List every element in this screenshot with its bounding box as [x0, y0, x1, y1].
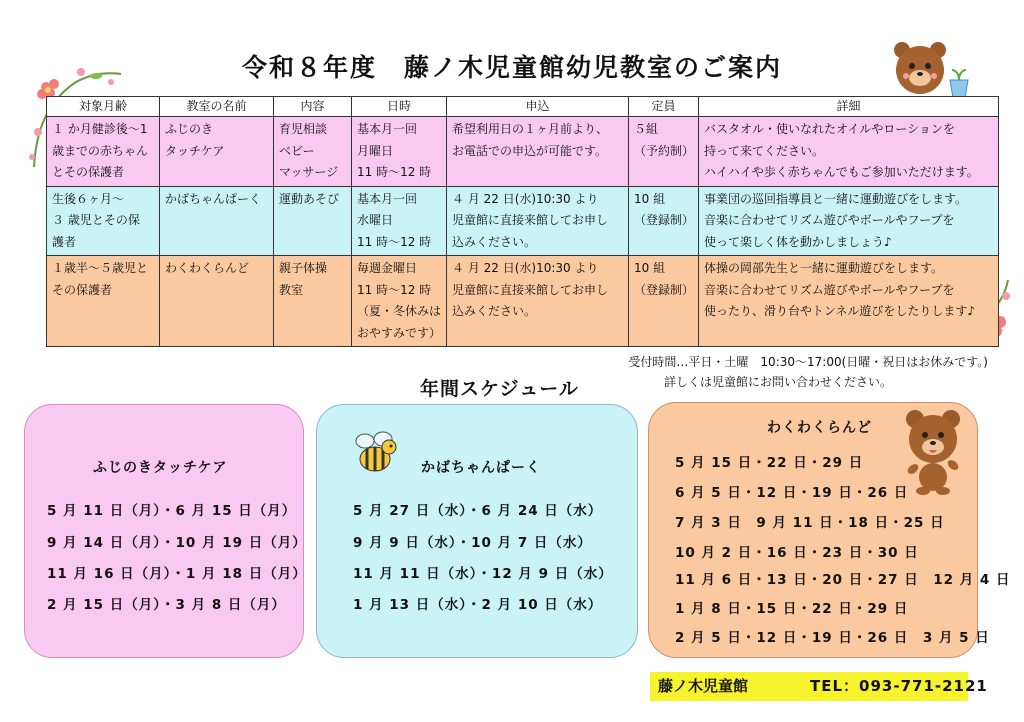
cell-line: 水曜日 [357, 213, 394, 227]
cell-line: 護者 [52, 234, 77, 249]
cell-line: （登録制） [634, 282, 695, 297]
cell-line: （登録制） [634, 213, 695, 227]
cell-line: 使って楽しく体を動かしましょう♪ [704, 234, 892, 249]
datetime-cell [352, 186, 447, 256]
cell-line: とその保護者 [52, 165, 125, 179]
cell-line: 事業団の巡回指導員と一緒に運動遊びをします。 [704, 191, 968, 206]
capacity-cell [629, 186, 699, 256]
detail-cell [699, 117, 999, 187]
bee-icon [349, 427, 401, 477]
schedule-date-line: 9 月 14 日（月）・10 月 19 日（月） [47, 535, 307, 551]
cell-line: 毎週金曜日 [357, 261, 418, 275]
schedule-date-line: 10 月 2 日・16 日・23 日・30 日 [675, 545, 919, 561]
page-title: 令和８年度 藤ノ木児童館幼児教室のご案内 [241, 53, 782, 82]
detail-cell [699, 186, 999, 256]
table-row [47, 186, 999, 256]
schedule-date-line: 2 月 15 日（月）・3 月 8 日（月） [47, 597, 286, 613]
column-header: 詳細 [699, 97, 999, 117]
cell-line: わくわくらんど [165, 261, 250, 275]
contact-footer [650, 672, 988, 701]
cell-line: ４ 月 22 日(水)10:30 より [452, 261, 599, 275]
cell-line: 親子体操 [279, 261, 328, 275]
capacity-cell [629, 256, 699, 347]
schedule-date-line: 5 月 11 日（月）・6 月 15 日（月） [47, 503, 297, 519]
datetime-cell [352, 117, 447, 187]
cell-line: 希望利用日の１ヶ月前より、 [452, 122, 609, 136]
reception-hours: 受付時間…平日・土曜 10:30〜17:00(日曜・祝日はお休みです。) [628, 355, 988, 369]
class-name-cell [160, 186, 274, 256]
schedule-date-line: 7 月 3 日 9 月 11 日・18 日・25 日 [675, 515, 945, 531]
schedule-date-line: 11 月 11 日（水）・12 月 9 日（水） [353, 566, 613, 582]
column-header: 内容 [274, 97, 352, 117]
phone-number: TEL：093-771-2121 [810, 677, 988, 695]
cell-line: （夏・冬休みは [357, 304, 442, 318]
schedule-date-line: 1 月 8 日・15 日・22 日・29 日 [675, 601, 909, 617]
schedule-date-line: 1 月 13 日（水）・2 月 10 日（水） [353, 597, 603, 613]
cell-line: 体操の岡部先生と一緒に運動遊びをします。 [704, 261, 944, 275]
schedule-date-line: 11 月 16 日（月）・1 月 18 日（月） [47, 566, 307, 582]
content-cell [274, 117, 352, 187]
cell-line: （予約制） [634, 143, 695, 158]
cell-line: 教室 [279, 282, 304, 297]
cell-line: 音楽に合わせてリズム遊びやボールやフープを [704, 282, 955, 297]
cell-line: 11 時〜12 時 [357, 165, 432, 179]
cell-line: 音楽に合わせてリズム遊びやボールやフープを [704, 213, 955, 227]
apply-cell [447, 117, 629, 187]
facility-name: 藤ノ木児童館 [658, 677, 749, 695]
cell-line: ３ 歳児とその保 [52, 213, 140, 227]
cell-line: １歳半〜５歳児と [52, 261, 149, 275]
cell-line: 月曜日 [357, 143, 394, 158]
age-cell [47, 186, 160, 256]
schedule-date-line: 9 月 9 日（水）・10 月 7 日（水） [353, 535, 592, 551]
cell-line: お電話での申込が可能です。 [452, 143, 608, 158]
schedule-box-fujinoki [24, 404, 307, 658]
cell-line: おやすみです） [357, 325, 442, 340]
table-header-row [47, 97, 999, 117]
schedule-date-line: 2 月 5 日・12 日・19 日・26 日 3 月 5 日 [675, 630, 990, 646]
column-header: 申込 [447, 97, 629, 117]
column-header: 日時 [352, 97, 447, 117]
cell-line: 児童館に直接来館してお申し [452, 282, 609, 297]
cell-line: 10 組 [634, 191, 666, 206]
schedule-date-line: 6 月 5 日・12 日・19 日・26 日 [675, 485, 909, 501]
cell-line: その保護者 [52, 282, 113, 297]
schedule-date-line: 5 月 15 日・22 日・29 日 [675, 455, 864, 471]
cell-line: ふじのき [165, 122, 214, 136]
cell-line: 使ったり、滑り台やトンネル遊びをしたりします♪ [704, 304, 976, 318]
apply-cell [447, 256, 629, 347]
program-table [46, 96, 999, 347]
schedule-title: 年間スケジュール [420, 378, 579, 400]
schedule-box-wakuwaku [648, 402, 1011, 658]
cell-line: 10 組 [634, 261, 666, 275]
capacity-cell [629, 117, 699, 187]
cell-line: 基本月一回 [357, 122, 418, 136]
content-cell [274, 186, 352, 256]
cell-line: かばちゃんぱーく [165, 191, 262, 206]
waving-bear-icon [901, 407, 967, 495]
apply-cell [447, 186, 629, 256]
reception-note: 詳しくは児童館にお問い合わせください。 [663, 375, 892, 389]
cell-line: １ か月健診後〜1 [52, 122, 148, 136]
content-cell [274, 256, 352, 347]
cell-line: 基本月一回 [357, 191, 418, 206]
cell-line: 児童館に直接来館してお申し [452, 213, 609, 227]
age-cell [47, 256, 160, 347]
column-header: 教室の名前 [160, 97, 274, 117]
schedule-box-title: わくわくらんど [767, 420, 872, 436]
cell-line: 持って来てください。 [704, 143, 825, 158]
datetime-cell [352, 256, 447, 347]
table-row [47, 256, 999, 347]
class-name-cell [160, 117, 274, 187]
column-header: 定員 [629, 97, 699, 117]
bear-with-pot-icon [888, 40, 978, 104]
cell-line: 運動あそび [279, 191, 340, 206]
cell-line: タッチケア [165, 143, 225, 158]
schedule-box-title: かばちゃんぱーく [421, 460, 541, 476]
cell-line: 生後６ヶ月〜 [52, 191, 125, 206]
schedule-date-line: 5 月 27 日（水）・6 月 24 日（水） [353, 503, 603, 519]
schedule-date-line: 11 月 6 日・13 日・20 日・27 日 12 月 4 日 [675, 572, 1011, 588]
class-name-cell [160, 256, 274, 347]
cell-line: 11 時〜12 時 [357, 234, 432, 249]
reception-info [628, 352, 988, 392]
cell-line: 込みください。 [452, 234, 537, 249]
column-header: 対象月齢 [47, 97, 160, 117]
cell-line: ハイハイや歩く赤ちゃんでもご参加いただけます。 [704, 165, 979, 179]
cell-line: ベビー [279, 143, 315, 158]
cell-line: 歳までの赤ちゃん [52, 143, 149, 158]
schedule-box-kabachan [316, 404, 638, 658]
age-cell [47, 117, 160, 187]
table-row [47, 117, 999, 187]
cell-line: 11 時〜12 時 [357, 282, 432, 297]
schedule-box-title: ふじのきタッチケア [93, 460, 228, 476]
cell-line: マッサージ [279, 165, 339, 179]
cell-line: ４ 月 22 日(水)10:30 より [452, 191, 599, 206]
cell-line: バスタオル・使いなれたオイルやローションを [704, 122, 955, 136]
cell-line: 込みください。 [452, 304, 537, 318]
cell-line: 育児相談 [279, 122, 328, 136]
detail-cell [699, 256, 999, 347]
cell-line: ５組 [634, 122, 659, 136]
